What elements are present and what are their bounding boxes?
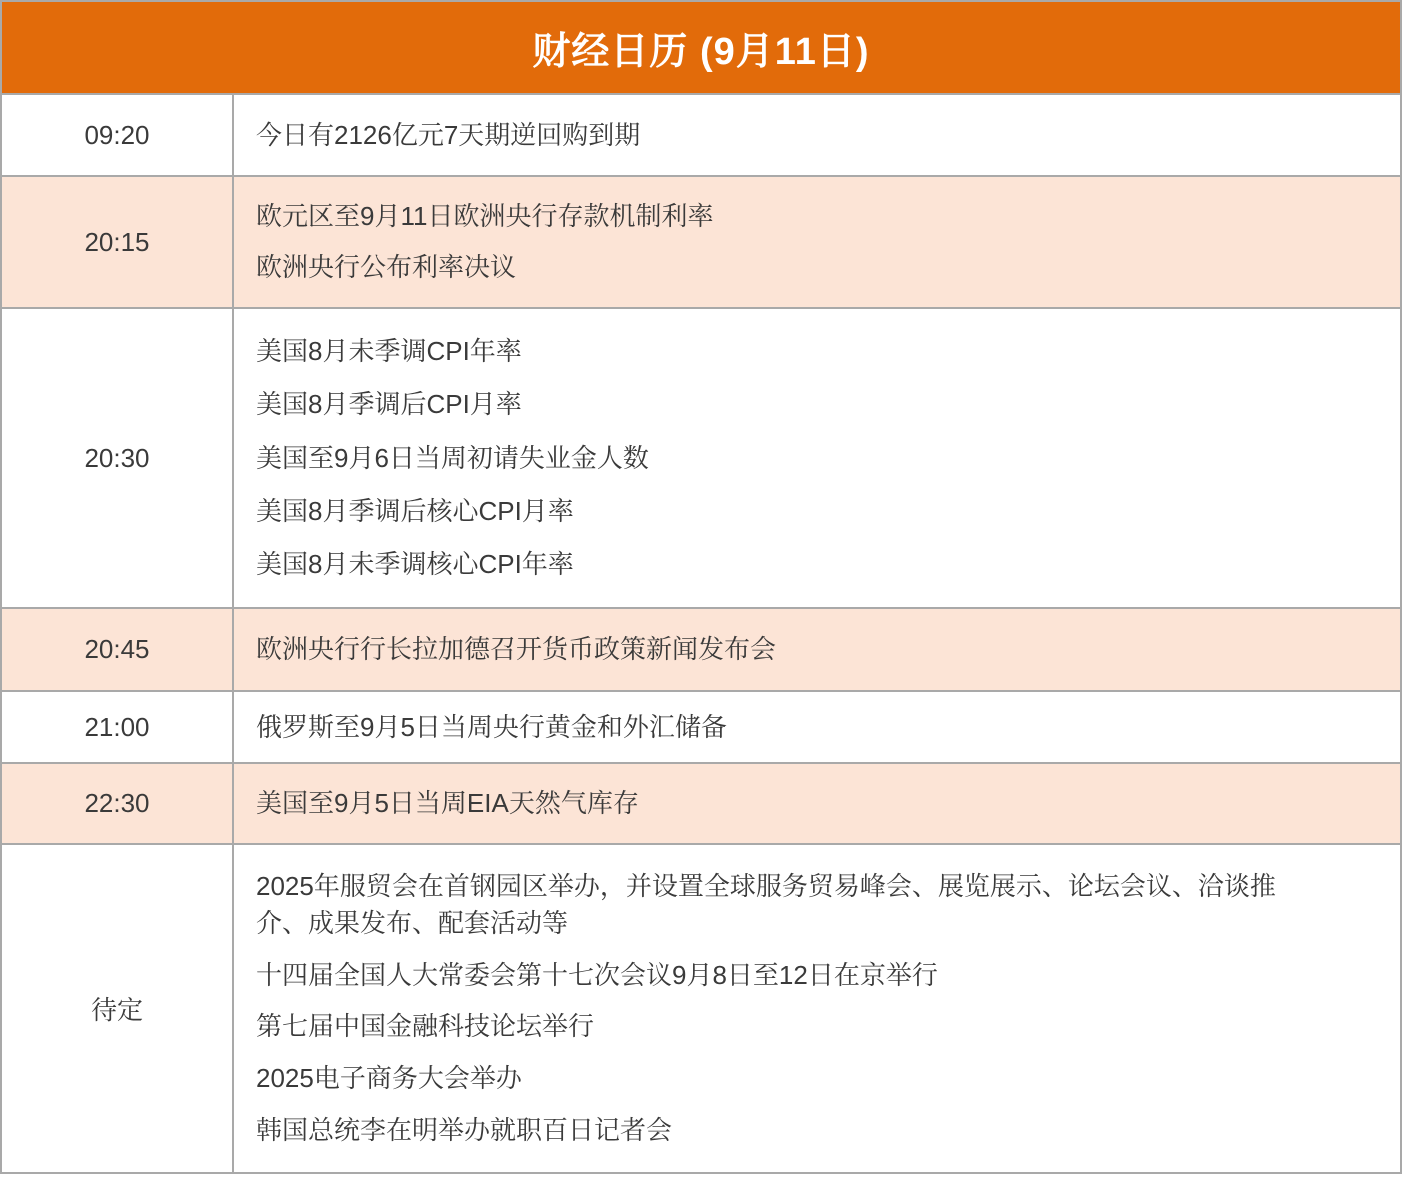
event-item: 韩国总统李在明举办就职百日记者会 <box>256 1115 673 1146</box>
event-item: 十四届全国人大常委会第十七次会议9月8日至12日在京举行 <box>256 959 938 990</box>
event-item: 2025年服贸会在首钢园区举办，并设置全球服务贸易峰会、展览展示、论坛会议、洽谈推介、成果发布、配套活动等 <box>256 870 1276 938</box>
calendar-row <box>2 762 1400 843</box>
event-time: 20:15 <box>2 177 234 307</box>
event-item: 今日有2126亿元7天期逆回购到期 <box>256 119 641 150</box>
event-list <box>234 95 1400 175</box>
event-list <box>234 845 1400 1172</box>
calendar-row <box>2 93 1400 175</box>
event-item: 美国8月季调后CPI月率 <box>256 389 522 420</box>
event-item: 欧洲央行公布利率决议 <box>256 251 517 282</box>
event-time: 待定 <box>2 845 234 1172</box>
event-item: 美国至9月6日当周初请失业金人数 <box>256 442 649 473</box>
event-list <box>234 609 1400 690</box>
calendar-row <box>2 175 1400 307</box>
calendar-row <box>2 690 1400 762</box>
event-list <box>234 764 1400 843</box>
event-item: 欧元区至9月11日欧洲央行存款机制利率 <box>256 201 714 232</box>
event-item: 美国8月未季调核心CPI年率 <box>256 548 574 579</box>
event-time: 20:30 <box>2 309 234 607</box>
event-item: 美国8月未季调CPI年率 <box>256 336 522 367</box>
event-time: 21:00 <box>2 692 234 762</box>
calendar-header <box>2 2 1400 93</box>
event-item: 2025电子商务大会举办 <box>256 1063 522 1094</box>
event-item: 美国8月季调后核心CPI月率 <box>256 495 574 526</box>
event-list <box>234 177 1400 307</box>
event-item: 第七届中国金融科技论坛举行 <box>256 1011 595 1042</box>
calendar-title: 财经日历 (9月11日) <box>532 31 870 73</box>
event-item: 俄罗斯至9月5日当周央行黄金和外汇储备 <box>256 711 727 742</box>
calendar-rows <box>2 93 1400 1172</box>
event-time: 22:30 <box>2 764 234 843</box>
event-list <box>234 692 1400 762</box>
event-time: 20:45 <box>2 609 234 690</box>
calendar-row <box>2 307 1400 607</box>
event-item: 美国至9月5日当周EIA天然气库存 <box>256 788 639 819</box>
event-item: 欧洲央行行长拉加德召开货币政策新闻发布会 <box>256 634 777 665</box>
event-list <box>234 309 1400 607</box>
calendar-row <box>2 607 1400 690</box>
calendar-row <box>2 843 1400 1172</box>
event-time: 09:20 <box>2 95 234 175</box>
